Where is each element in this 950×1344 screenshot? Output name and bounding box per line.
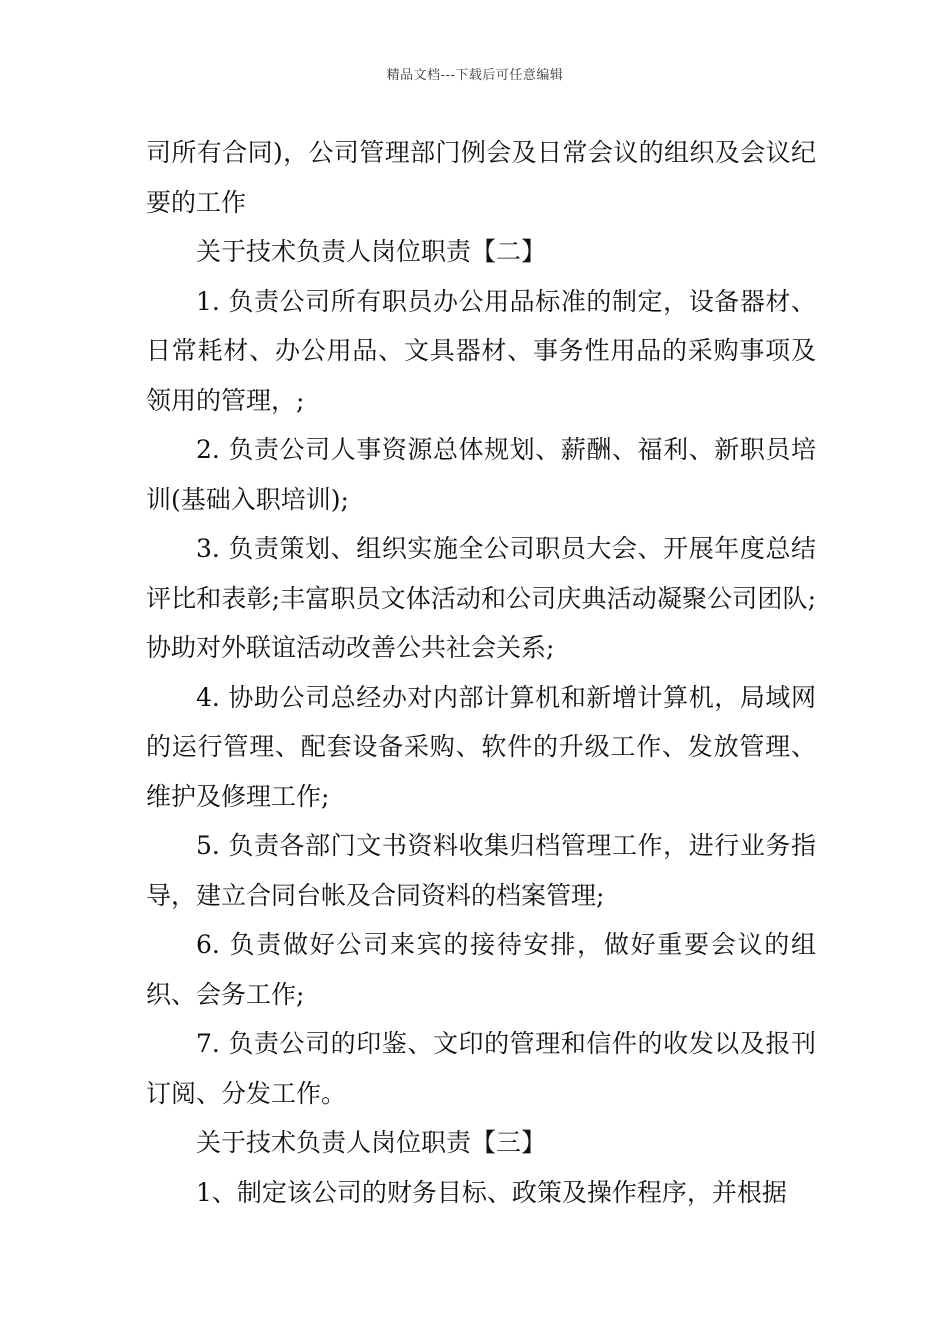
paragraph-continuation: 司所有合同)，公司管理部门例会及日常会议的组织及会议纪要的工作 — [146, 138, 816, 217]
duty-item-1: 1. 负责公司所有职员办公用品标准的制定，设备器材、日常耗材、办公用品、文具器材、事务性用品的采购事项及领用的管理，; — [146, 286, 816, 415]
duty-item-7: 7. 负责公司的印鉴、文印的管理和信件的收发以及报刊订阅、分发工作。 — [146, 1029, 816, 1108]
page-header: 精品文档---下载后可任意编辑 — [386, 68, 564, 83]
document-body — [146, 128, 816, 1217]
finance-item-1: 1、制定该公司的财务目标、政策及操作程序，并根据 — [196, 1177, 787, 1207]
section-heading-2: 关于技术负责人岗位职责【二】 — [196, 237, 547, 266]
section-heading-3: 关于技术负责人岗位职责【三】 — [196, 1128, 547, 1157]
duty-item-5: 5. 负责各部门文书资料收集归档管理工作，进行业务指导，建立合同台帐及合同资料的档案管理; — [146, 831, 816, 910]
duty-item-2: 2. 负责公司人事资源总体规划、薪酬、福利、新职员培训(基础入职培训); — [146, 435, 816, 514]
duty-item-4: 4. 协助公司总经办对内部计算机和新增计算机，局域网的运行管理、配套设备采购、软件的升级工作、发放管理、维护及修理工作; — [146, 682, 816, 811]
duty-item-6: 6. 负责做好公司来宾的接待安排，做好重要会议的组织、会务工作; — [146, 930, 816, 1009]
duty-item-3: 3. 负责策划、组织实施全公司职员大会、开展年度总结评比和表彰;丰富职员文体活动和公司庆典活动凝聚公司团队;协助对外联谊活动改善公共社会关系; — [146, 534, 816, 662]
